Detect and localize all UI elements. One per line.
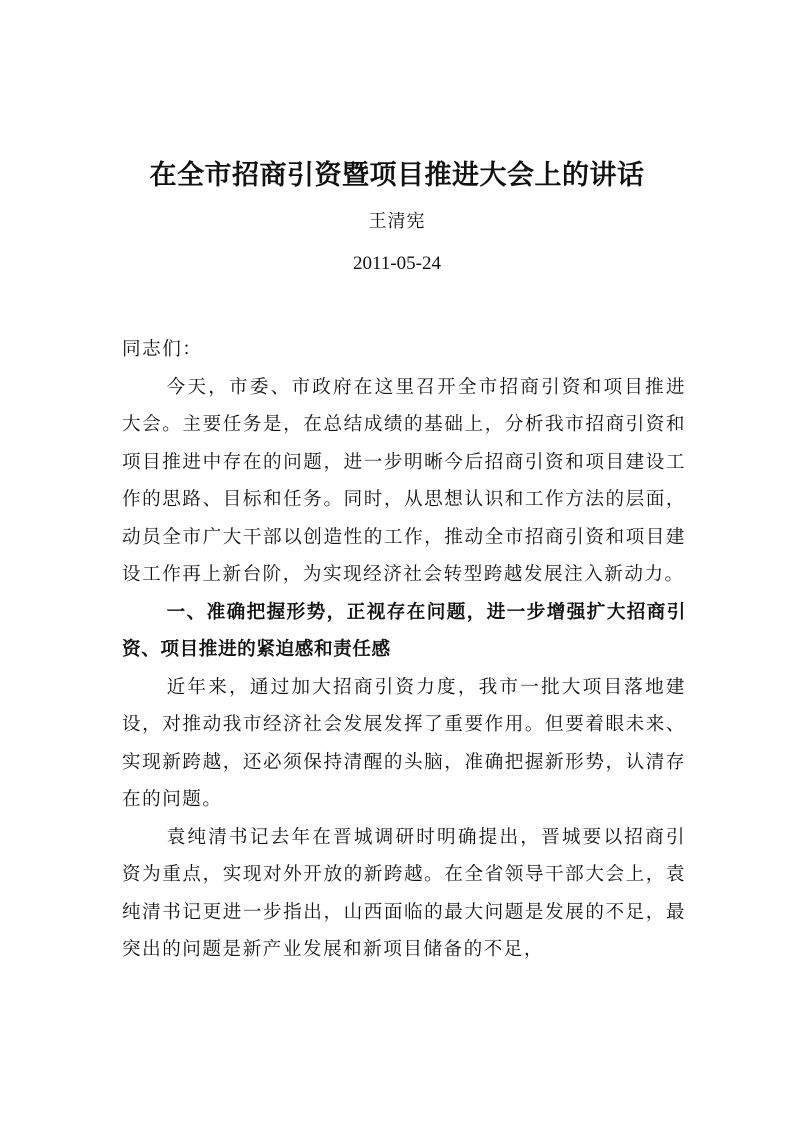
author-name: 王清宪 [368,211,426,232]
section-heading: 一、准确把握形势，正视存在问题，进一步增强扩大招商引资、项目推进的紧迫感和责任感 [122,601,686,660]
intro-paragraph: 今天，市委、市政府在这里召开全市招商引资和项目推进大会。主要任务是，在总结成绩的基础上，分析我市招商引资和项目推进中存在的问题，进一步明晰今后招商引资和项目建设工作的思路、目标和任务。同时，从思想认识和工作方法的层面，动员全市广大干部以创造性的工作，推动全市招商引资和项目建设工作再上新台阶，为实现经济社会转型跨越发展注入新动力。 [122,376,686,585]
salutation: 同志们： [122,339,203,360]
document-date: 2011-05-24 [353,253,441,274]
section-paragraph: 袁纯清书记去年在晋城调研时明确提出，晋城要以招商引资为重点，实现对外开放的新跨越。在全省领导干部大会上，袁纯清书记更进一步指出，山西面临的最大问题是发展的不足，最突出的问题是新产业发展和新项目储备的不足， [122,826,686,960]
document-title: 在全市招商引资暨项目推进大会上的讲话 [149,160,645,191]
section-paragraph: 近年来，通过加大招商引资力度，我市一批大项目落地建设，对推动我市经济社会发展发挥了重要作用。但要着眼未来、实现新跨越，还必须保持清醒的头脑，准确把握新形势，认清存在的问题。 [122,676,686,810]
document-body [122,331,686,969]
